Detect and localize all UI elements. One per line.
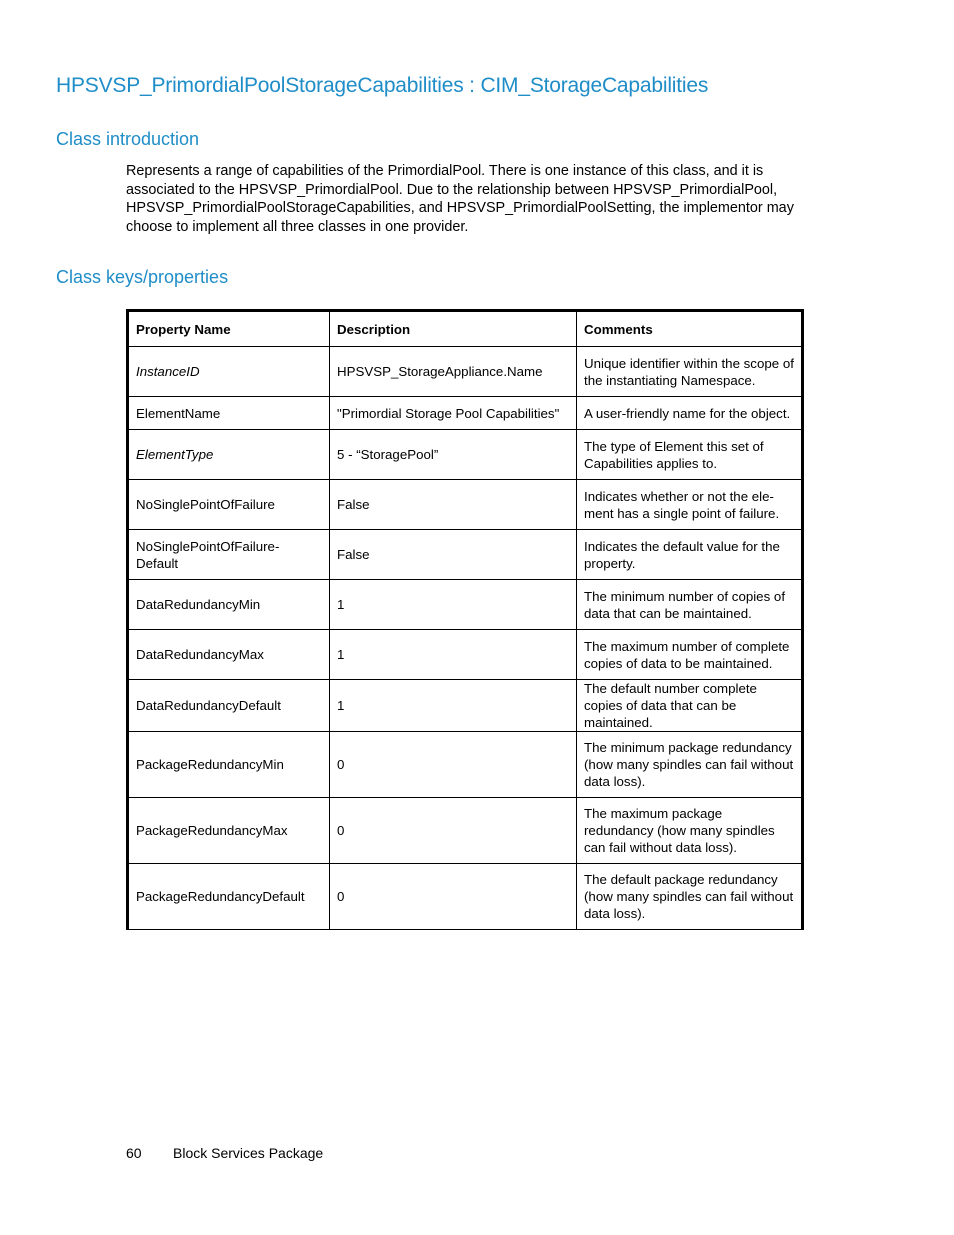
property-name-cell: DataRedundancyDefault bbox=[128, 680, 330, 732]
table-row bbox=[128, 530, 803, 580]
table-row bbox=[128, 732, 803, 798]
table-row bbox=[128, 798, 803, 864]
table-row bbox=[128, 347, 803, 397]
table-row bbox=[128, 430, 803, 480]
property-name-cell: ElementType bbox=[128, 430, 330, 480]
properties-table-body bbox=[128, 347, 803, 930]
description-cell: HPSVSP_StorageAppliance.Name bbox=[330, 347, 577, 397]
property-name-cell: DataRedundancyMin bbox=[128, 580, 330, 630]
page-footer bbox=[126, 1145, 323, 1161]
property-name-cell: DataRedundancyMax bbox=[128, 630, 330, 680]
comments-cell: The maximum package redundancy (how many spindles can fail without data loss). bbox=[577, 798, 803, 864]
table-row bbox=[128, 680, 803, 732]
table-row bbox=[128, 630, 803, 680]
comments-cell: The maximum number of complete copies of data to be maintained. bbox=[577, 630, 803, 680]
table-row bbox=[128, 580, 803, 630]
description-cell: 0 bbox=[330, 732, 577, 798]
class-keys-heading: Class keys/properties bbox=[56, 267, 229, 287]
comments-cell: Indicates whether or not the ele-ment has a single point of failure. bbox=[577, 480, 803, 530]
description-cell: 0 bbox=[330, 798, 577, 864]
table-row bbox=[128, 397, 803, 430]
page-number: 60 bbox=[126, 1145, 142, 1161]
property-name-cell: PackageRedundancyDefault bbox=[128, 864, 330, 930]
class-introduction-text: Represents a range of capabilities of the PrimordialPool. There is one instance of this class, and it is associated to the HPSVSP_PrimordialPool. Due to the relationship between HPSVSP_PrimordialPool, HPSVSP_PrimordialPoolStorageCapabilities, and HPSVSP_PrimordialPoolSetting, the implementor may choose to implement all three classes in one provider. bbox=[126, 163, 794, 236]
property-name-cell: NoSinglePointOfFailure- Default bbox=[128, 530, 330, 580]
class-introduction-heading: Class introduction bbox=[56, 129, 200, 149]
comments-cell: The default package redundancy (how many spindles can fail without data loss). bbox=[577, 864, 803, 930]
table-header-row bbox=[128, 311, 803, 347]
comments-cell: The minimum package redundancy (how many spindles can fail without data loss). bbox=[577, 732, 803, 798]
comments-cell: Unique identifier within the scope of the instantiating Namespace. bbox=[577, 347, 803, 397]
properties-table bbox=[126, 309, 804, 930]
column-header-comments: Comments bbox=[577, 311, 803, 347]
description-cell: "Primordial Storage Pool Capabilities" bbox=[330, 397, 577, 430]
property-name-cell: ElementName bbox=[128, 397, 330, 430]
comments-cell: A user-friendly name for the object. bbox=[577, 397, 803, 430]
footer-section-title: Block Services Package bbox=[173, 1145, 324, 1161]
description-cell: 0 bbox=[330, 864, 577, 930]
description-cell: False bbox=[330, 480, 577, 530]
property-name-cell: NoSinglePointOfFailure bbox=[128, 480, 330, 530]
property-name-cell: PackageRedundancyMin bbox=[128, 732, 330, 798]
page-title: HPSVSP_PrimordialPoolStorageCapabilities : CIM_StorageCapabilities bbox=[56, 74, 709, 97]
comments-cell: Indicates the default value for the property. bbox=[577, 530, 803, 580]
column-header-property-name: Property Name bbox=[128, 311, 330, 347]
comments-cell: The minimum number of copies of data that can be maintained. bbox=[577, 580, 803, 630]
property-name-cell: PackageRedundancyMax bbox=[128, 798, 330, 864]
description-cell: 5 - “StoragePool” bbox=[330, 430, 577, 480]
table-row bbox=[128, 480, 803, 530]
description-cell: False bbox=[330, 530, 577, 580]
table-row bbox=[128, 864, 803, 930]
description-cell: 1 bbox=[330, 580, 577, 630]
comments-cell: The default number complete copies of data that can be maintained. bbox=[577, 680, 803, 732]
description-cell: 1 bbox=[330, 680, 577, 732]
column-header-description: Description bbox=[330, 311, 577, 347]
comments-cell: The type of Element this set of Capabilities applies to. bbox=[577, 430, 803, 480]
description-cell: 1 bbox=[330, 630, 577, 680]
property-name-cell: InstanceID bbox=[128, 347, 330, 397]
